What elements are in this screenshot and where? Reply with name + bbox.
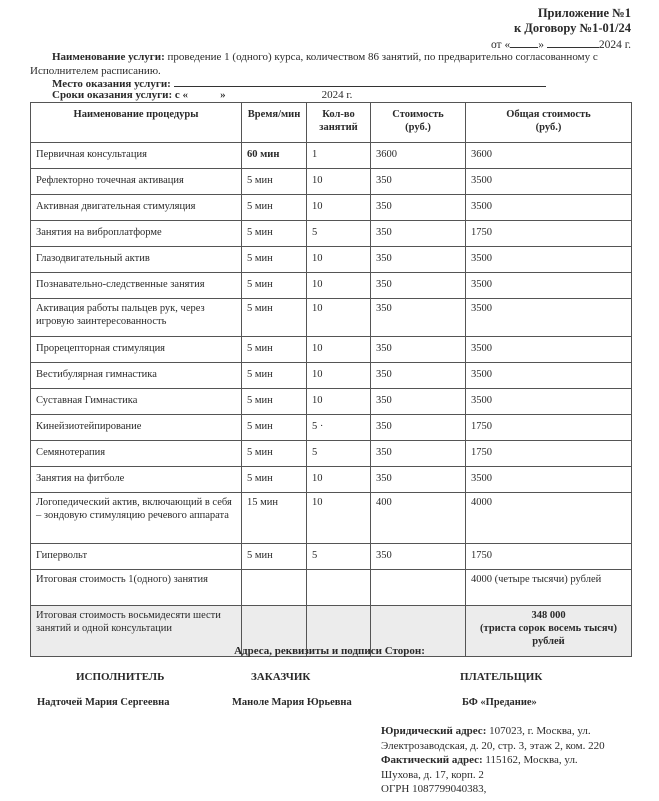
address-label-legal: Юридический адрес:	[381, 725, 487, 737]
service-term-label: Сроки оказания услуги: с «	[52, 89, 189, 101]
address-line	[381, 768, 605, 783]
total-all-number: 348 000	[531, 610, 566, 621]
procedure-total: 1750	[466, 221, 632, 247]
procedure-name: Суставная Гимнастика	[31, 389, 242, 415]
procedure-price: 350	[371, 441, 466, 467]
procedure-total: 3500	[466, 247, 632, 273]
table-row	[31, 169, 632, 195]
service-place-label: Место оказания услуги:	[52, 78, 171, 90]
procedure-count: 10	[307, 467, 371, 493]
procedure-count: 5 ·	[307, 415, 371, 441]
procedure-total: 4000	[466, 493, 632, 544]
party-name-executor: Надточей Мария Сергеевна	[37, 697, 170, 708]
total-one-label: Итоговая стоимость 1(одного) занятия	[31, 570, 242, 606]
party-role-customer: ЗАКАЗЧИК	[251, 671, 311, 683]
total-all-label: Итоговая стоимость восьмидесяти шести занятий и одной консультации	[31, 606, 242, 657]
party-role-executor: ИСПОЛНИТЕЛЬ	[76, 671, 165, 683]
procedure-name: Глазодвигательный актив	[31, 247, 242, 273]
service-term	[52, 89, 352, 101]
table-row	[31, 493, 632, 544]
date-prefix: от «	[490, 39, 511, 51]
procedure-name: Семянотерапия	[31, 441, 242, 467]
date-day-blank	[510, 37, 538, 48]
procedure-count: 10	[307, 299, 371, 337]
procedure-count: 5	[307, 544, 371, 570]
procedure-count: 10	[307, 337, 371, 363]
procedure-total: 3600	[466, 143, 632, 169]
party-name-customer: Маноле Мария Юрьевна	[232, 697, 352, 708]
total-all-unit: рублей	[532, 636, 565, 647]
procedure-time: 5 мин	[242, 195, 307, 221]
procedure-count: 1	[307, 143, 371, 169]
procedure-price: 400	[371, 493, 466, 544]
service-description	[30, 50, 630, 78]
total-one-row	[31, 570, 632, 606]
table-row	[31, 143, 632, 169]
procedure-name: Вестибулярная гимнастика	[31, 363, 242, 389]
procedure-price: 350	[371, 273, 466, 299]
procedure-price: 350	[371, 169, 466, 195]
table-row	[31, 299, 632, 337]
procedure-total: 3500	[466, 467, 632, 493]
procedure-time: 5 мин	[242, 467, 307, 493]
procedure-price: 350	[371, 467, 466, 493]
procedure-count: 10	[307, 195, 371, 221]
procedure-name: Познавательно-следственные занятия	[31, 273, 242, 299]
party-role-payer: ПЛАТЕЛЬЩИК	[460, 671, 543, 683]
procedure-count: 10	[307, 493, 371, 544]
table-row	[31, 467, 632, 493]
table-row	[31, 415, 632, 441]
procedure-price: 350	[371, 389, 466, 415]
procedure-price: 350	[371, 544, 466, 570]
procedure-name: Рефлекторно точечная активация	[31, 169, 242, 195]
procedure-price: 350	[371, 337, 466, 363]
procedure-time: 5 мин	[242, 247, 307, 273]
procedure-total: 3500	[466, 299, 632, 337]
table-row	[31, 389, 632, 415]
payer-address	[381, 724, 605, 797]
table-row	[31, 247, 632, 273]
procedure-count: 10	[307, 363, 371, 389]
procedure-count: 10	[307, 169, 371, 195]
procedure-total: 3500	[466, 389, 632, 415]
total-one-empty-3	[371, 570, 466, 606]
procedure-time: 5 мин	[242, 337, 307, 363]
procedure-name: Занятия на фитболе	[31, 467, 242, 493]
ogrn-text: ОГРН 1087799040383,	[381, 783, 487, 795]
procedure-price: 350	[371, 195, 466, 221]
service-place	[52, 76, 546, 90]
signatures-title: Адреса, реквизиты и подписи Сторон:	[234, 645, 425, 657]
procedure-name: Занятия на виброплатформе	[31, 221, 242, 247]
procedure-total: 3500	[466, 195, 632, 221]
procedure-time: 5 мин	[242, 441, 307, 467]
table-header-row	[31, 103, 632, 143]
address-text: 115162, Москва, ул.	[482, 754, 578, 766]
procedure-total: 3500	[466, 337, 632, 363]
procedure-name: Первичная консультация	[31, 143, 242, 169]
service-term-year: 2024 г.	[321, 89, 353, 101]
total-one-empty-1	[242, 570, 307, 606]
table-row	[31, 544, 632, 570]
procedure-count: 5	[307, 441, 371, 467]
header-count: Кол-во занятий	[307, 103, 371, 143]
contract-title: к Договору №1-01/24	[513, 21, 631, 35]
procedure-count: 5	[307, 221, 371, 247]
header-time: Время/мин	[242, 103, 307, 143]
procedure-total: 3500	[466, 169, 632, 195]
procedure-name: Гипервольт	[31, 544, 242, 570]
procedure-time: 5 мин	[242, 299, 307, 337]
procedure-total: 1750	[466, 544, 632, 570]
procedure-count: 10	[307, 273, 371, 299]
address-line	[381, 739, 605, 754]
table-row	[31, 195, 632, 221]
procedure-count: 10	[307, 389, 371, 415]
procedure-name: Кинейзиотейпирование	[31, 415, 242, 441]
procedure-total: 1750	[466, 441, 632, 467]
total-one-value: 4000 (четыре тысячи) рублей	[466, 570, 632, 606]
table-row	[31, 441, 632, 467]
procedure-time: 5 мин	[242, 415, 307, 441]
table-row	[31, 337, 632, 363]
address-text: Шухова, д. 17, корп. 2	[381, 768, 484, 781]
procedure-time: 5 мин	[242, 169, 307, 195]
appendix-title: Приложение №1	[537, 6, 631, 20]
address-label-actual: Фактический адрес:	[381, 754, 483, 766]
procedure-price: 3600	[371, 143, 466, 169]
price-table	[30, 102, 632, 657]
service-name-label: Наименование услуги:	[52, 51, 165, 63]
procedure-time: 60 мин	[242, 143, 307, 169]
table-row	[31, 363, 632, 389]
contract-date	[491, 37, 631, 51]
date-mid: »	[538, 39, 544, 51]
total-all-words: (триста сорок восемь тысяч)	[480, 623, 617, 634]
procedure-total: 1750	[466, 415, 632, 441]
procedure-name: Прорецепторная стимуляция	[31, 337, 242, 363]
procedure-price: 350	[371, 247, 466, 273]
procedure-price: 350	[371, 299, 466, 337]
procedure-time: 5 мин	[242, 221, 307, 247]
procedure-price: 350	[371, 415, 466, 441]
procedure-name: Активация работы пальцев рук, через игровую заинтересованность	[31, 299, 242, 337]
date-month-blank	[547, 37, 599, 48]
table-row	[31, 273, 632, 299]
header-price: Стоимость (руб.)	[371, 103, 466, 143]
procedure-name: Логопедический актив, включающий в себя – зондовую стимуляцию речевого аппарата	[31, 493, 242, 544]
procedure-time: 5 мин	[242, 273, 307, 299]
service-term-mid: »	[220, 89, 226, 101]
address-text: 107023, г. Москва, ул.	[486, 725, 591, 737]
service-name-text: проведение 1 (одного) курса, количеством 86 занятий, по предварительно согласованному с Исполнителем расписанию.	[30, 51, 598, 77]
procedure-time: 15 мин	[242, 493, 307, 544]
procedure-time: 5 мин	[242, 544, 307, 570]
address-line	[381, 753, 605, 768]
header-total: Общая стоимость (руб.)	[466, 103, 632, 143]
procedure-count: 10	[307, 247, 371, 273]
procedure-name: Активная двигательная стимуляция	[31, 195, 242, 221]
header-procedure: Наименование процедуры	[31, 103, 242, 143]
date-year: 2024 г.	[598, 39, 631, 51]
procedure-time: 5 мин	[242, 389, 307, 415]
procedure-total: 3500	[466, 363, 632, 389]
procedure-price: 350	[371, 363, 466, 389]
procedure-total: 3500	[466, 273, 632, 299]
party-name-payer: БФ «Предание»	[462, 697, 537, 708]
table-row	[31, 221, 632, 247]
procedure-price: 350	[371, 221, 466, 247]
address-line	[381, 724, 605, 739]
total-one-empty-2	[307, 570, 371, 606]
address-text: Электрозаводская, д. 20, стр. 3, этаж 2, ком. 220	[381, 739, 605, 752]
address-line	[381, 782, 605, 797]
service-place-blank	[174, 76, 546, 87]
procedure-time: 5 мин	[242, 363, 307, 389]
